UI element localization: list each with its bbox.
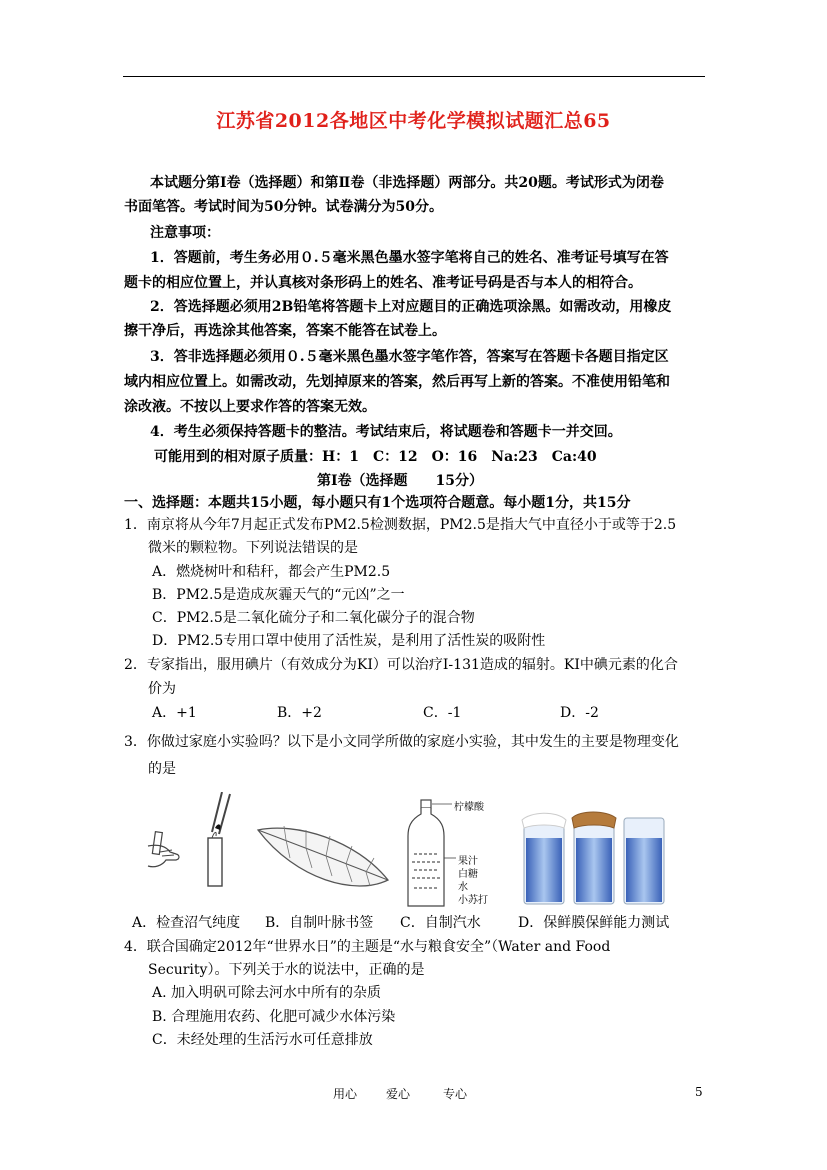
q3-stem-2: 的是 (148, 761, 176, 777)
intro-line-2: 书面笔答。考试时间为50分钟。试卷满分为50分。 (124, 199, 443, 215)
bottle-label-1: 果汁 (458, 856, 478, 867)
notice-2a: 2．答选择题必须用2B铅笔将答题卡上对应题目的正确选项涂黑。如需改动，用橡皮 (150, 299, 672, 315)
notice-1b: 题卡的相应位置上，并认真核对条形码上的姓名、准考证号码是否与本人的相符合。 (124, 275, 642, 291)
q4-stem-2: Security）。下列关于水的说法中，正确的是 (148, 962, 425, 978)
page-number: 5 (695, 1085, 703, 1099)
q4-option-c: C．未经处理的生活污水可任意排放 (152, 1032, 373, 1048)
section-title: 第Ⅰ卷（选择题 15分） (317, 473, 484, 489)
bottle-label-3: 水 (458, 882, 468, 893)
q1-option-b: B．PM2.5是造成灰霾天气的“元凶”之一 (152, 587, 405, 603)
figure-soda-bottle (404, 798, 514, 910)
figure-glasses (520, 808, 670, 908)
atomic-masses: 可能用到的相对原子质量：H：1 C：12 O：16 Na:23 Ca:40 (154, 449, 597, 465)
notice-3b: 域内相应位置上。如需改动，先划掉原来的答案，然后再写上新的答案。不准使用铅笔和 (124, 374, 670, 390)
q3-option-b: B．自制叶脉书签 (265, 915, 374, 931)
q2-option-a: A．+1 (152, 705, 197, 721)
bottle-label-top: 柠檬酸 (454, 802, 484, 813)
footer-text-2: 爱心 (386, 1087, 411, 1101)
q1-stem-2: 微米的颗粒物。下列说法错误的是 (148, 540, 358, 556)
bottle-label-4: 小苏打 (458, 895, 488, 906)
intro-line-1: 本试题分第Ⅰ卷（选择题）和第Ⅱ卷（非选择题）两部分。共20题。考试形式为闭卷 (150, 175, 664, 191)
footer-text-1: 用心 (333, 1087, 358, 1101)
footer-text-3: 专心 (443, 1087, 468, 1101)
notice-2b: 擦干净后，再选涂其他答案，答案不能答在试卷上。 (124, 323, 446, 339)
q1-option-d: D．PM2.5专用口罩中使用了活性炭，是利用了活性炭的吸附性 (152, 633, 546, 649)
q2-stem-2: 价为 (148, 681, 176, 697)
notice-title: 注意事项： (150, 225, 220, 241)
q3-stem-1: 3．你做过家庭小实验吗？以下是小文同学所做的家庭小实验，其中发生的主要是物理变化 (124, 734, 679, 750)
q1-option-c: C．PM2.5是二氧化硫分子和二氧化碳分子的混合物 (152, 610, 475, 626)
q1-stem-1: 1．南京将从今年7月起正式发布PM2.5检测数据，PM2.5是指大气中直径小于或等于2.5 (124, 517, 677, 533)
figure-leaf (256, 818, 396, 902)
q2-option-d: D．-2 (560, 705, 599, 721)
q3-option-d: D．保鲜膜保鲜能力测试 (518, 915, 670, 931)
notice-3a: 3．答非选择题必须用０.５毫米黑色墨水签字笔作答，答案写在答题卡各题目指定区 (150, 349, 669, 365)
q3-option-a: A．检查沼气纯度 (132, 915, 241, 931)
q2-option-b: B．+2 (277, 705, 322, 721)
header-rule (123, 76, 705, 77)
q4-stem-1: 4．联合国确定2012年“世界水日”的主题是“水与粮食安全”（Water and Food (124, 939, 611, 955)
figure-methane-test (140, 792, 240, 892)
notice-1a: 1．答题前，考生务必用０.５毫米黑色墨水签字笔将自己的姓名、准考证号填写在答 (150, 250, 669, 266)
q4-option-a: A. 加入明矾可除去河水中所有的杂质 (152, 985, 382, 1001)
section-heading: 一、选择题：本题共15小题，每小题只有1个选项符合题意。每小题1分，共15分 (124, 495, 631, 511)
notice-4: 4．考生必须保持答题卡的整洁。考试结束后，将试题卷和答题卡一并交回。 (150, 424, 622, 440)
q2-stem-1: 2．专家指出，服用碘片（有效成分为KI）可以治疗I-131造成的辐射。KI中碘元素的化合 (124, 657, 678, 673)
q1-option-a: A．燃烧树叶和秸秆，都会产生PM2.5 (152, 564, 391, 580)
bottle-label-2: 白糖 (458, 869, 478, 880)
document-title: 江苏省2012各地区中考化学模拟试题汇总65 (216, 110, 611, 132)
q4-option-b: B. 合理施用农药、化肥可减少水体污染 (152, 1009, 396, 1025)
q3-option-c: C．自制汽水 (400, 915, 481, 931)
q2-option-c: C．-1 (423, 705, 462, 721)
notice-3c: 涂改液。不按以上要求作答的答案无效。 (124, 399, 376, 415)
